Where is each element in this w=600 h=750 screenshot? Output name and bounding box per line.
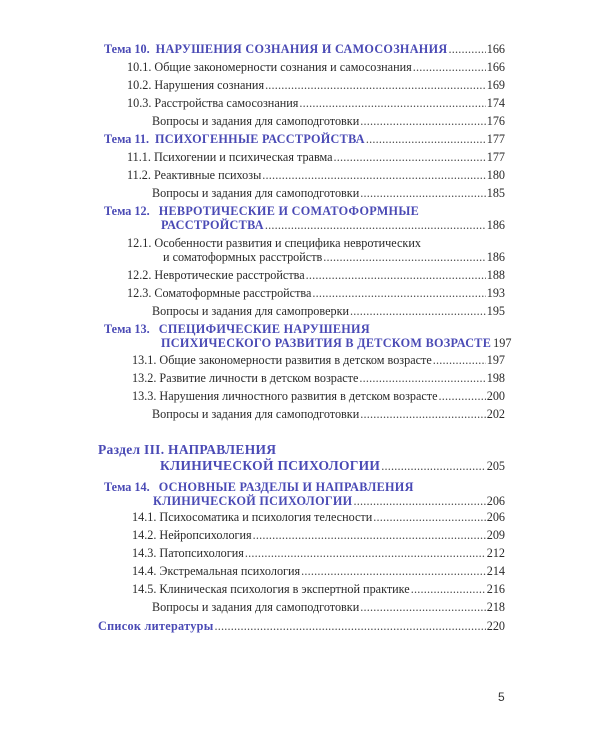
toc-entry-12-1-line2[interactable] [163, 250, 505, 264]
toc-entry-14-questions[interactable] [152, 600, 505, 614]
leader-dots [413, 60, 486, 74]
toc-entry-13-3[interactable] [132, 389, 505, 403]
page-ref: 188 [486, 268, 505, 282]
toc-entry-topic-10[interactable] [104, 42, 505, 56]
leader-dots [262, 168, 485, 182]
entry-text: Вопросы и задания для самоподготовки [152, 407, 360, 421]
entry-text: 14.3. Патопсихология [132, 546, 244, 560]
leader-dots [366, 132, 486, 146]
leader-dots [381, 459, 485, 473]
topic-label: Тема 10. [104, 42, 150, 56]
page-ref: 195 [486, 304, 505, 318]
page-ref: 174 [486, 96, 505, 110]
leader-dots [448, 42, 485, 56]
topic-title-cont: КЛИНИЧЕСКОЙ ПСИХОЛОГИИ [153, 494, 353, 508]
toc-entry-topic-13-line2[interactable] [161, 336, 512, 350]
page-number: 5 [498, 690, 505, 704]
page-ref: 214 [486, 564, 505, 578]
page-ref: 206 [486, 510, 505, 524]
entry-text: Вопросы и задания для самоподготовки [152, 600, 360, 614]
entry-text: 13.2. Развитие личности в детском возрасте [132, 371, 359, 385]
entry-text: 12.2. Невротические расстройства [127, 268, 305, 282]
entry-text: 12.3. Соматоформные расстройства [127, 286, 312, 300]
leader-dots [360, 186, 485, 200]
leader-dots [360, 407, 485, 421]
toc-entry-14-1[interactable] [132, 510, 505, 524]
leader-dots [411, 582, 486, 596]
leader-dots [301, 564, 486, 578]
entry-text: 10.1. Общие закономерности сознания и самосознания [127, 60, 412, 74]
leader-dots [265, 78, 486, 92]
topic-title-cont: РАССТРОЙСТВА [161, 218, 264, 232]
topic-label: Тема 13. [104, 322, 150, 336]
toc-entry-section-3-line2[interactable] [160, 459, 505, 473]
leader-dots [245, 546, 486, 560]
toc-entry-references[interactable] [98, 619, 505, 633]
toc-entry-section-3-line1[interactable] [98, 443, 276, 457]
page-ref: 169 [486, 78, 505, 92]
page-ref: 212 [486, 546, 505, 560]
toc-entry-10-questions[interactable] [152, 114, 505, 128]
toc-entry-14-2[interactable] [132, 528, 505, 542]
toc-entry-11-2[interactable] [127, 168, 505, 182]
leader-dots [334, 150, 486, 164]
leader-dots [350, 304, 486, 318]
topic-title: СПЕЦИФИЧЕСКИЕ НАРУШЕНИЯ [158, 322, 370, 336]
topic-label: Тема 11. [104, 132, 149, 146]
page-ref: 176 [486, 114, 505, 128]
page-ref: 200 [486, 389, 505, 403]
toc-entry-topic-14-line1[interactable] [104, 480, 414, 494]
toc-entry-10-1[interactable] [127, 60, 505, 74]
leader-dots [323, 250, 485, 264]
entry-text: 12.1. Особенности развития и специфика невротических [127, 236, 421, 250]
entry-text: 14.2. Нейропсихология [132, 528, 252, 542]
entry-text: 14.5. Клиническая психология в экспертной практике [132, 582, 410, 596]
leader-dots [373, 510, 485, 524]
page-ref: 218 [486, 600, 505, 614]
toc-entry-topic-12-line2[interactable] [161, 218, 505, 232]
page-ref: 166 [486, 42, 505, 56]
toc-entry-topic-14-line2[interactable] [153, 494, 505, 508]
entry-text: 10.2. Нарушения сознания [127, 78, 265, 92]
page-ref: 186 [486, 218, 505, 232]
references-title: Список литературы [98, 619, 214, 633]
entry-text: 14.1. Психосоматика и психология телесности [132, 510, 373, 524]
page-ref: 197 [493, 336, 512, 350]
entry-text: 11.1. Психогении и психическая травма [127, 150, 333, 164]
page-ref: 177 [486, 132, 505, 146]
topic-title: ПСИХОГЕННЫЕ РАССТРОЙСТВА [155, 132, 365, 146]
topic-title: ОСНОВНЫЕ РАЗДЕЛЫ И НАПРАВЛЕНИЯ [158, 480, 414, 494]
page-ref: 206 [486, 494, 505, 508]
toc-entry-13-questions[interactable] [152, 407, 505, 421]
toc-entry-11-1[interactable] [127, 150, 505, 164]
toc-entry-topic-13-line1[interactable] [104, 322, 370, 336]
leader-dots [265, 218, 486, 232]
page-ref: 216 [486, 582, 505, 596]
leader-dots [306, 268, 486, 282]
entry-text: 11.2. Реактивные психозы [127, 168, 262, 182]
page-ref: 209 [486, 528, 505, 542]
topic-title-cont: ПСИХИЧЕСКОГО РАЗВИТИЯ В ДЕТСКОМ ВОЗРАСТЕ [161, 336, 492, 350]
leader-dots [215, 619, 486, 633]
leader-dots [253, 528, 486, 542]
entry-text: Вопросы и задания для самопроверки [152, 304, 350, 318]
toc-entry-topic-11[interactable] [104, 132, 505, 146]
toc-entry-14-5[interactable] [132, 582, 505, 596]
toc-entry-topic-12-line1[interactable] [104, 204, 419, 218]
leader-dots [360, 114, 485, 128]
leader-dots [439, 389, 486, 403]
page-ref: 180 [486, 168, 505, 182]
section-title-cont: КЛИНИЧЕСКОЙ ПСИХОЛОГИИ [160, 458, 381, 473]
page-ref: 186 [486, 250, 505, 264]
toc-entry-12-1-line1[interactable] [127, 236, 421, 250]
entry-text: 13.3. Нарушения личностного развития в детском возрасте [132, 389, 438, 403]
page-ref: 197 [486, 353, 505, 367]
toc-entry-12-3[interactable] [127, 286, 505, 300]
page-ref: 193 [486, 286, 505, 300]
toc-entry-13-2[interactable] [132, 371, 505, 385]
leader-dots [353, 494, 485, 508]
toc-entry-14-4[interactable] [132, 564, 505, 578]
entry-text: 13.1. Общие закономерности развития в детском возрасте [132, 353, 432, 367]
topic-title: НАРУШЕНИЯ СОЗНАНИЯ И САМОСОЗНАНИЯ [155, 42, 448, 56]
entry-text: Вопросы и задания для самоподготовки [152, 114, 360, 128]
entry-text: 14.4. Экстремальная психология [132, 564, 301, 578]
toc-entry-12-questions[interactable] [152, 304, 505, 318]
entry-text-cont: и соматоформных расстройств [163, 250, 323, 264]
topic-title: НЕВРОТИЧЕСКИЕ И СОМАТОФОРМНЫЕ [158, 204, 420, 218]
page-ref: 205 [486, 459, 505, 473]
topic-label: Тема 12. [104, 204, 150, 218]
leader-dots [433, 353, 486, 367]
entry-text: Вопросы и задания для самоподготовки [152, 186, 360, 200]
page-ref: 202 [486, 407, 505, 421]
leader-dots [312, 286, 485, 300]
page-ref: 220 [486, 619, 505, 633]
page-ref: 166 [486, 60, 505, 74]
toc-entry-12-2[interactable] [127, 268, 505, 282]
page-ref: 177 [486, 150, 505, 164]
leader-dots [359, 371, 485, 385]
toc-entry-10-2[interactable] [127, 78, 505, 92]
entry-text: 10.3. Расстройства самосознания [127, 96, 299, 110]
toc-entry-13-1[interactable] [132, 353, 505, 367]
topic-label: Тема 14. [104, 480, 150, 494]
page-ref: 198 [486, 371, 505, 385]
section-title: Раздел III. НАПРАВЛЕНИЯ [98, 442, 277, 457]
toc-entry-11-questions[interactable] [152, 186, 505, 200]
toc-entry-14-3[interactable] [132, 546, 505, 560]
toc-entry-10-3[interactable] [127, 96, 505, 110]
leader-dots [299, 96, 485, 110]
leader-dots [360, 600, 485, 614]
page-ref: 185 [486, 186, 505, 200]
